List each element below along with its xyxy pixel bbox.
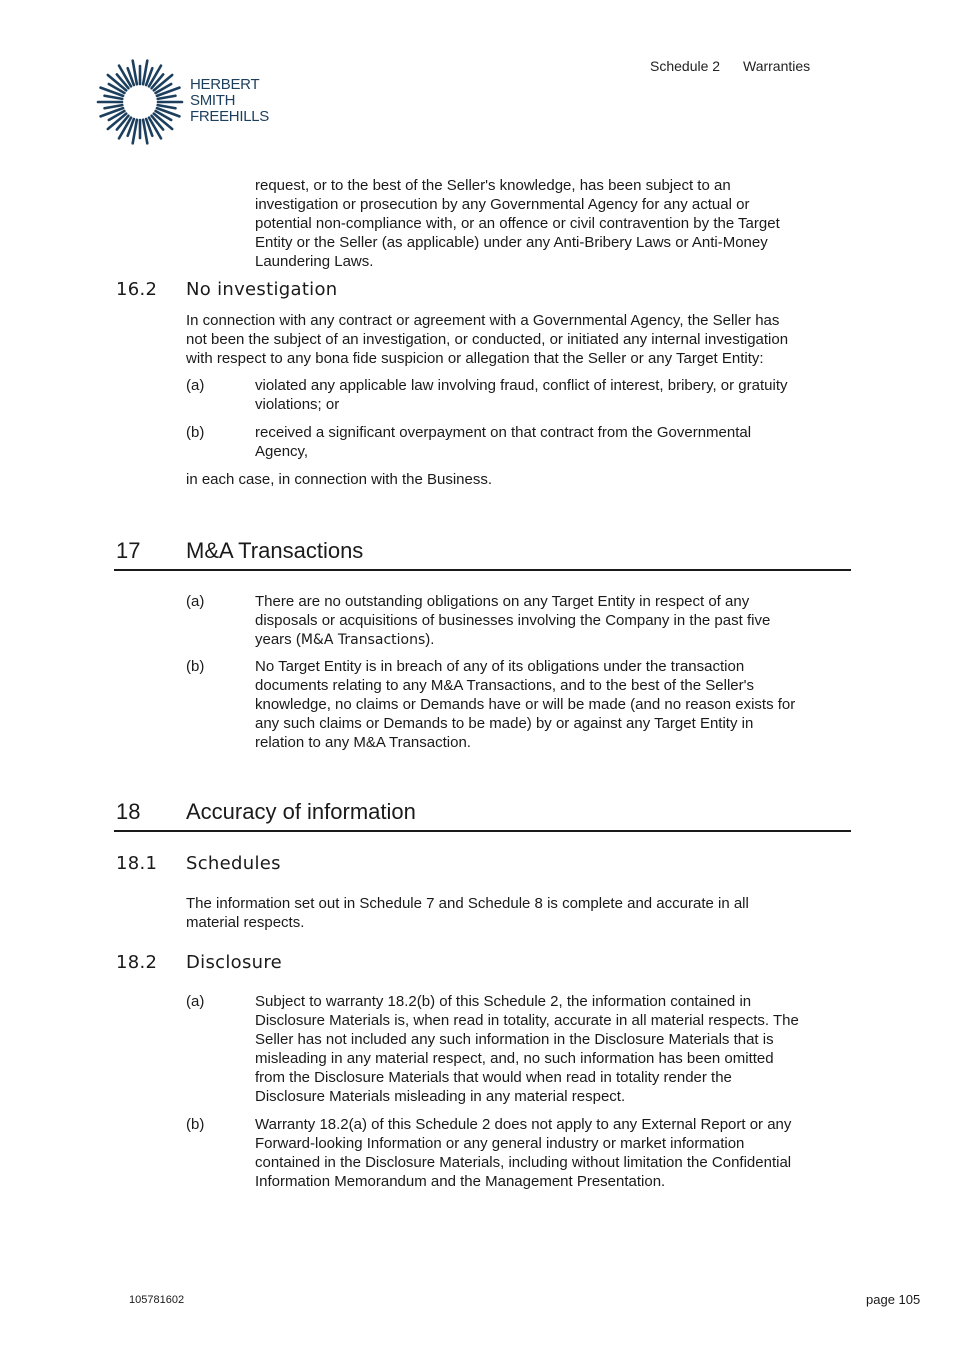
text-line: Forward-looking Information or any general industry or market information: [255, 1135, 745, 1152]
text-line: Entity or the Seller (as applicable) under any Anti-Bribery Laws or Anti-Money: [255, 234, 768, 251]
item-label: (b): [186, 658, 205, 675]
text-line: No Target Entity is in breach of any of its obligations under the transaction: [255, 658, 745, 675]
text-line: Disclosure Materials is, when read in totality, accurate in all material respects. The: [255, 1012, 799, 1029]
text-line: request, or to the best of the Seller's knowledge, has been subject to an: [255, 177, 731, 194]
text-line: Agency,: [255, 443, 309, 460]
text-line: contained in the Disclosure Materials, including without limitation the Confidential: [255, 1154, 792, 1171]
section-16-2-item-a: [255, 376, 855, 414]
header-title: Warranties: [743, 58, 811, 74]
section-18-2-item-b: [255, 1115, 855, 1191]
logo-line-2: SMITH: [190, 92, 236, 109]
item-label: (a): [186, 593, 205, 610]
logo-ray: [105, 105, 123, 108]
section-17-number: 17: [116, 538, 141, 563]
section-18-1-body: [186, 894, 856, 932]
text-line: Disclosure Materials misleading in any material respect.: [255, 1088, 626, 1105]
item-label: (a): [186, 377, 205, 394]
section-16-2-item-b: [255, 423, 855, 461]
section-18-2-item-a: [255, 992, 855, 1106]
text-fragment: years (: [255, 631, 301, 648]
section-divider: [114, 569, 851, 571]
footer-document-number: 105781602: [129, 1294, 185, 1306]
section-17-item-a: [255, 592, 855, 650]
item-label: (b): [186, 1116, 205, 1133]
section-divider: [114, 830, 851, 832]
item-label: (b): [186, 424, 205, 441]
section-18-1-title: Schedules: [186, 853, 281, 874]
section-18-title: Accuracy of information: [186, 799, 416, 824]
logo-wordmark: [190, 77, 269, 125]
text-line: knowledge, no claims or Demands have or will be made (and no reason exists for: [255, 696, 796, 713]
section-18-1-number: 18.1: [116, 853, 158, 874]
defined-term: M&A Transactions: [300, 632, 426, 648]
text-line: material respects.: [186, 914, 305, 931]
header-schedule: Schedule 2: [650, 58, 721, 74]
text-line: Laundering Laws.: [255, 253, 374, 270]
text-line: misleading in any material respect, and, no such information has been omitted: [255, 1050, 774, 1067]
logo-ray: [158, 96, 176, 99]
text-line: not been the subject of an investigation, or conducted, or initiated any internal investigation: [186, 331, 789, 348]
section-16-2-outro: in each case, in connection with the Business.: [186, 471, 493, 488]
footer-page-number: page 105: [866, 1292, 921, 1307]
section-18-2-number: 18.2: [116, 952, 158, 973]
section-16-2-number: 16.2: [116, 279, 158, 300]
text-line: Information Memorandum and the Management Presentation.: [255, 1173, 666, 1190]
logo-ray: [105, 96, 123, 99]
text-line: Seller has not included any such information in the Disclosure Materials that is: [255, 1031, 774, 1048]
text-line: any such claims or Demands to be made) by or against any Target Entity in: [255, 715, 754, 732]
text-line: potential non-compliance with, or an offence or civil contravention by the Target: [255, 215, 780, 232]
logo-line-1: HERBERT: [190, 76, 260, 93]
text-line: received a significant overpayment on that contract from the Governmental: [255, 424, 752, 441]
logo-ray: [158, 105, 176, 108]
sunburst-logo-icon: [96, 58, 184, 146]
text-line: Subject to warranty 18.2(b) of this Schedule 2, the information contained in: [255, 993, 752, 1010]
text-line: The information set out in Schedule 7 and Schedule 8 is complete and accurate in all: [186, 895, 749, 912]
text-line: violated any applicable law involving fraud, conflict of interest, bribery, or gratuity: [255, 377, 788, 394]
section-16-2-intro: [186, 311, 856, 368]
text-line: violations; or: [255, 396, 340, 413]
logo-line-3: FREEHILLS: [190, 108, 269, 125]
text-line: Warranty 18.2(a) of this Schedule 2 does not apply to any External Report or any: [255, 1116, 792, 1133]
text-line: investigation or prosecution by any Governmental Agency for any actual or: [255, 196, 750, 213]
section-17-item-b: [255, 657, 855, 752]
text-line: documents relating to any M&A Transactions, and to the best of the Seller's: [255, 677, 754, 694]
text-fragment: ).: [425, 631, 435, 648]
continuation-paragraph: [255, 176, 855, 271]
text-line: with respect to any bona fide suspicion or allegation that the Seller or any Target Entity:: [186, 350, 764, 367]
section-16-2-title: No investigation: [186, 279, 338, 300]
text-line: [255, 630, 855, 650]
section-17-title: M&A Transactions: [186, 538, 364, 563]
text-line: from the Disclosure Materials that would when read in totality render the: [255, 1069, 732, 1086]
text-line: disposals or acquisitions of businesses involving the Company in the past five: [255, 612, 771, 629]
text-line: In connection with any contract or agreement with a Governmental Agency, the Seller has: [186, 312, 780, 329]
text-line: relation to any M&A Transaction.: [255, 734, 471, 751]
section-18-2-title: Disclosure: [186, 952, 283, 973]
text-line: There are no outstanding obligations on any Target Entity in respect of any: [255, 593, 750, 610]
item-label: (a): [186, 993, 205, 1010]
section-18-number: 18: [116, 799, 141, 824]
